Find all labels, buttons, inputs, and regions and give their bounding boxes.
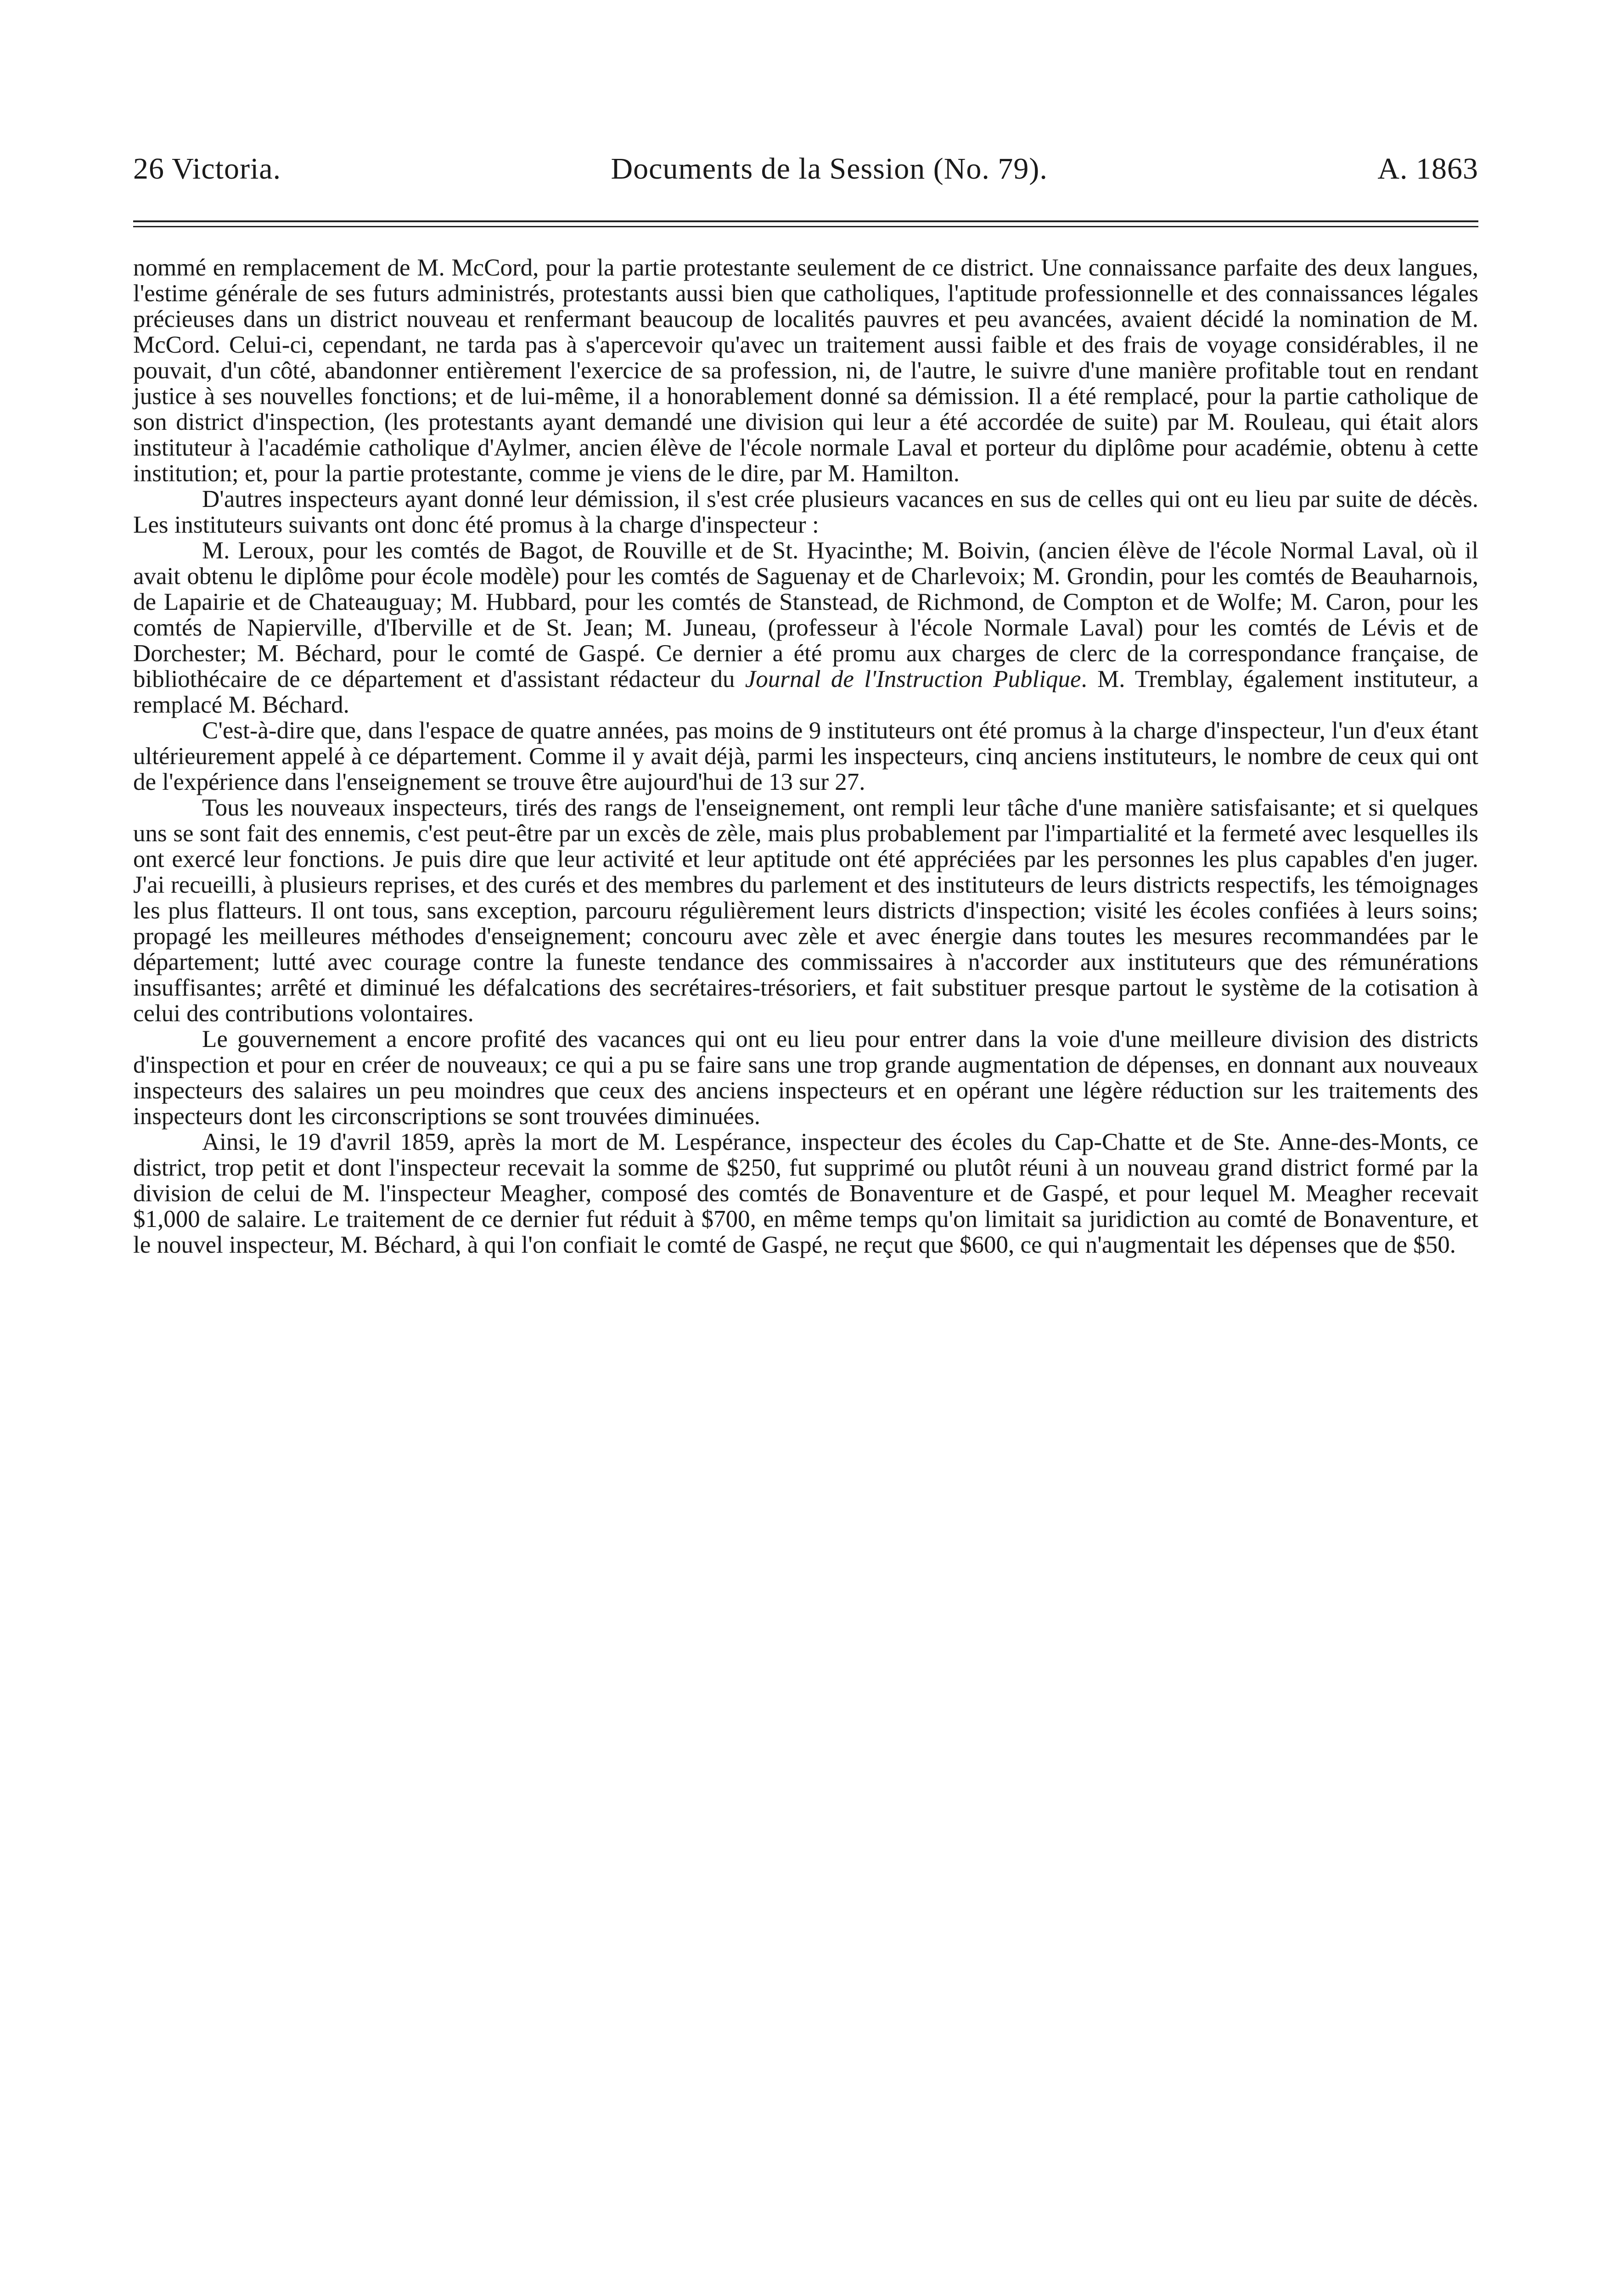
header-year: A. 1863 (1377, 152, 1478, 186)
journal-title: Journal de l'Instruction Publique (745, 666, 1081, 692)
paragraph-5: Tous les nouveaux inspecteurs, tirés des rangs de l'enseignement, ont rempli leur tâche d'une manière satisfaisante; et si quelques uns se sont fait des ennemis, c'est peut-être par un excès de zèle, mais plus probablement par l'impartialité et la fermeté avec lesquelles ils ont exercé leur fonctions. Je puis dire que leur activité et leur aptitude ont été appréciées par les personnes les plus capables d'en juger. J'ai recueilli, à plusieurs reprises, et des curés et des membres du parlement et des instituteurs de leurs districts respectifs, les témoignages les plus flatteurs. Il ont tous, sans exception, parcouru régulièrement leurs districts d'inspection; visité les écoles confiées à leurs soins; propagé les meilleures méthodes d'enseignement; concouru avec zèle et avec énergie dans toutes les mesures recommandées par le département; lutté avec courage contre la funeste tendance des commissaires à n'accorder aux instituteurs que des rémunérations insuffisantes; arrêté et diminué les défalcations des secrétaires-trésoriers, et fait substituer presque partout le système de la cotisation à celui des contributions volontaires. (133, 794, 1478, 1027)
paragraph-6: Le gouvernement a encore profité des vacances qui ont eu lieu pour entrer dans la voie d'une meilleure division des districts d'inspection et pour en créer de nouveaux; ce qui a pu se faire sans une trop grande augmentation de dépenses, en donnant aux nouveaux inspecteurs des salaires un peu moindres que ceux des anciens inspecteurs et en opérant une légère réduction sur les traitements des inspecteurs dont les circonscriptions se sont trouvées diminuées. (133, 1026, 1478, 1130)
header-rule-bottom (133, 226, 1478, 227)
header-rule-top (133, 220, 1478, 222)
paragraph-3 (133, 538, 1478, 718)
running-header (133, 152, 1478, 193)
paragraph-3-post: . M. Tremblay, également instituteur, a remplacé M. Béchard. (133, 666, 1478, 718)
paragraph-4: C'est-à-dire que, dans l'espace de quatre années, pas moins de 9 instituteurs ont été promus à la charge d'inspecteur, l'un d'eux étant ultérieurement appelé à ce département. Comme il y avait déjà, parmi les inspecteurs, cinq anciens instituteurs, le nombre de ceux qui ont de l'expérience dans l'enseignement se trouve être aujourd'hui de 13 sur 27. (133, 717, 1478, 795)
paragraph-7: Ainsi, le 19 d'avril 1859, après la mort de M. Lespérance, inspecteur des écoles du Cap-Chatte et de Ste. Anne-des-Monts, ce district, trop petit et dont l'inspecteur recevait la somme de $250, fut supprimé ou plutôt réuni à un nouveau grand district formé par la division de celui de M. l'inspecteur Meagher, composé des comtés de Bonaventure et de Gaspé, et pour lequel M. Meagher recevait $1,000 de salaire. Le traitement de ce dernier fut réduit à $700, en même temps qu'on limitait sa juridiction au comté de Bonaventure, et le nouvel inspecteur, M. Béchard, à qui l'on confiait le comté de Gaspé, ne reçut que $600, ce qui n'augmentait les dépenses que de $50. (133, 1129, 1478, 1258)
header-regnal-year: 26 Victoria. (133, 152, 281, 186)
header-title: Documents de la Session (No. 79). (611, 152, 1048, 186)
paragraph-3-pre: M. Leroux, pour les comtés de Bagot, de Rouville et de St. Hyacinthe; M. Boivin, (ancien élève de l'école Normal Laval, où il avait obtenu le diplôme pour école modèle) pour les comtés de Saguenay et de Charlevoix; M. Grondin, pour les comtés de Beauharnois, de Lapairie et de Chateauguay; M. Hubbard, pour les comtés de Stanstead, de Richmond, de Compton et de Wolfe; M. Caron, pour les comtés de Napierville, d'Iberville et de St. Jean; M. Juneau, (professeur à l'école Normale Laval) pour les comtés de Lévis et de Dorchester; M. Béchard, pour le comté de Gaspé. Ce dernier a été promu aux charges de clerc de la correspondance française, de bibliothécaire de ce département et d'assistant rédacteur du (133, 537, 1478, 692)
body-text (133, 255, 1478, 1258)
paragraph-2: D'autres inspecteurs ayant donné leur démission, il s'est crée plusieurs vacances en sus de celles qui ont eu lieu par suite de décès. Les instituteurs suivants ont donc été promus à la charge d'inspecteur : (133, 486, 1478, 538)
paragraph-1: nommé en remplacement de M. McCord, pour la partie protestante seulement de ce district. Une connaissance parfaite des deux langues, l'estime générale de ses futurs administrés, protestants aussi bien que catholiques, l'aptitude professionnelle et des connaissances légales précieuses dans un district nouveau et renfermant beaucoup de localités pauvres et peu avancées, avaient décidé la nomination de M. McCord. Celui-ci, cependant, ne tarda pas à s'apercevoir qu'avec un traitement aussi faible et des frais de voyage considérables, il ne pouvait, d'un côté, abandonner entièrement l'exercice de sa profession, ni, de l'autre, le suivre d'une manière profitable tout en rendant justice à ses nouvelles fonctions; et de lui-même, il a honorablement donné sa démission. Il a été remplacé, pour la partie catholique de son district d'inspection, (les protestants ayant demandé une division qui leur a été accordée de suite) par M. Rouleau, qui était alors instituteur à l'académie catholique d'Aylmer, ancien élève de l'école normale Laval et porteur du diplôme pour académie, obtenu à cette institution; et, pour la partie protestante, comme je viens de le dire, par M. Hamilton. (133, 254, 1478, 487)
document-page (133, 152, 1478, 1258)
